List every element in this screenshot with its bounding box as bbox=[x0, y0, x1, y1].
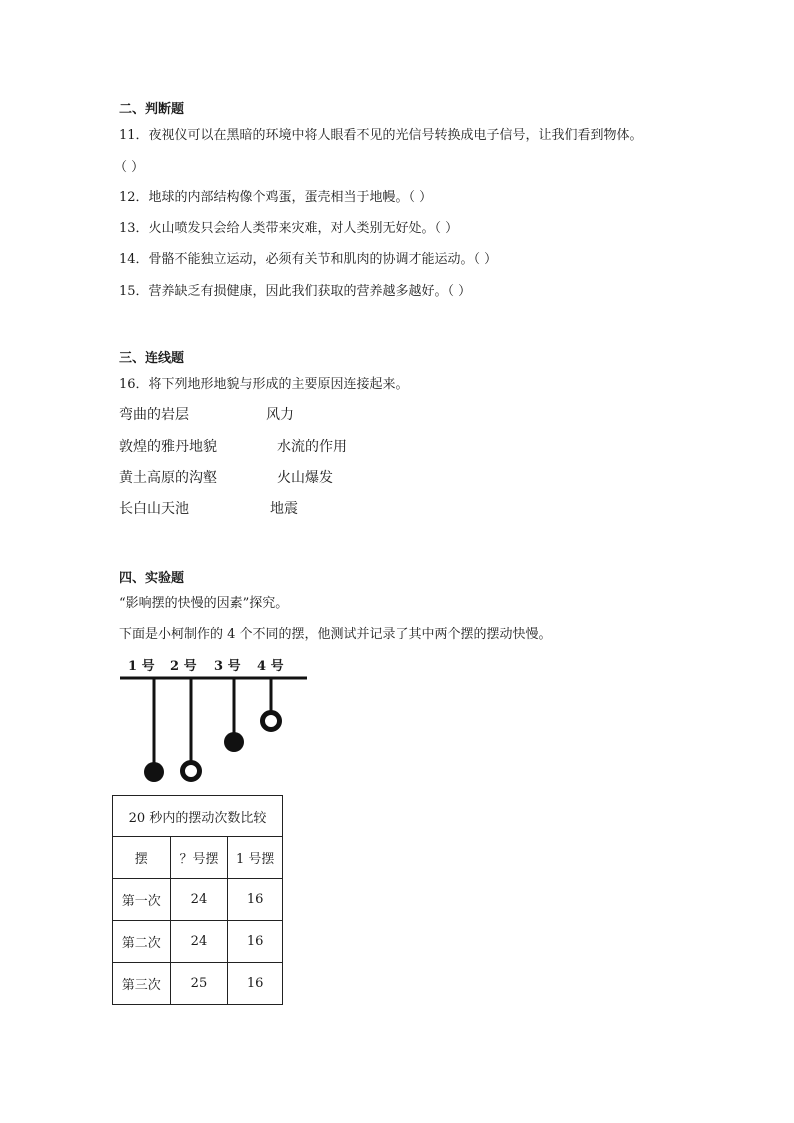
table-title: 20 秒内的摆动次数比较 bbox=[113, 796, 283, 837]
table-row bbox=[113, 879, 283, 921]
question-12: 12．地球的内部结构像个鸡蛋，蛋壳相当于地幔。（ ） bbox=[119, 190, 433, 205]
table-cell: 16 bbox=[228, 963, 283, 1005]
pendulum-2-bob-hollow bbox=[183, 763, 200, 780]
match-right-item: 风力 bbox=[266, 407, 294, 423]
pendulum-3-bob-solid bbox=[224, 732, 244, 752]
match-left-item: 敦煌的雅丹地貌 bbox=[119, 439, 217, 455]
table-header-cell: ？号摆 bbox=[170, 837, 228, 879]
table-cell: 第一次 bbox=[113, 879, 171, 921]
question-16: 16．将下列地形地貌与形成的主要原因连接起来。 bbox=[119, 377, 409, 392]
match-left-item: 长白山天池 bbox=[119, 501, 189, 517]
section-heading-matching: 三、连线题 bbox=[119, 351, 185, 366]
question-13: 13．火山喷发只会给人类带来灾难，对人类别无好处。（ ） bbox=[119, 221, 459, 236]
match-right-item: 火山爆发 bbox=[277, 470, 333, 486]
match-right-item: 水流的作用 bbox=[277, 439, 347, 455]
table-cell: 第二次 bbox=[113, 921, 171, 963]
question-14: 14．骨骼不能独立运动，必须有关节和肌肉的协调才能运动。（ ） bbox=[119, 252, 498, 267]
table-row bbox=[113, 963, 283, 1005]
pendulum-label: 3 号 bbox=[214, 659, 241, 674]
pendulum-label: 2 号 bbox=[170, 659, 197, 674]
pendulum-diagram bbox=[110, 670, 320, 790]
experiment-intro: “影响摆的快慢的因素”探究。 bbox=[119, 596, 289, 611]
question-11: 11．夜视仪可以在黑暗的环境中将人眼看不见的光信号转换成电子信号，让我们看到物体。 bbox=[119, 128, 643, 143]
table-cell: 24 bbox=[170, 921, 228, 963]
table-header-cell: 1 号摆 bbox=[228, 837, 283, 879]
match-left-item: 黄土高原的沟壑 bbox=[119, 470, 217, 486]
table-header-row bbox=[113, 837, 283, 879]
match-left-item: 弯曲的岩层 bbox=[119, 407, 189, 423]
table-cell: 24 bbox=[170, 879, 228, 921]
pendulum-4-bob-hollow bbox=[263, 713, 280, 730]
table-cell: 第三次 bbox=[113, 963, 171, 1005]
match-right-item: 地震 bbox=[270, 501, 298, 517]
section-heading-judgement: 二、判断题 bbox=[119, 102, 185, 117]
swing-count-table bbox=[112, 795, 283, 1005]
section-heading-experiment: 四、实验题 bbox=[119, 571, 185, 586]
table-cell: 25 bbox=[170, 963, 228, 1005]
pendulum-label: 4 号 bbox=[257, 659, 284, 674]
answer-blank-11: （ ） bbox=[114, 160, 145, 175]
table-row bbox=[113, 921, 283, 963]
question-15: 15．营养缺乏有损健康，因此我们获取的营养越多越好。（ ） bbox=[119, 284, 472, 299]
table-cell: 16 bbox=[228, 879, 283, 921]
table-header-cell: 摆 bbox=[113, 837, 171, 879]
table-cell: 16 bbox=[228, 921, 283, 963]
pendulum-label: 1 号 bbox=[128, 659, 155, 674]
experiment-description: 下面是小柯制作的 4 个不同的摆，他测试并记录了其中两个摆的摆动快慢。 bbox=[119, 627, 552, 642]
pendulum-1-bob-solid bbox=[144, 762, 164, 782]
